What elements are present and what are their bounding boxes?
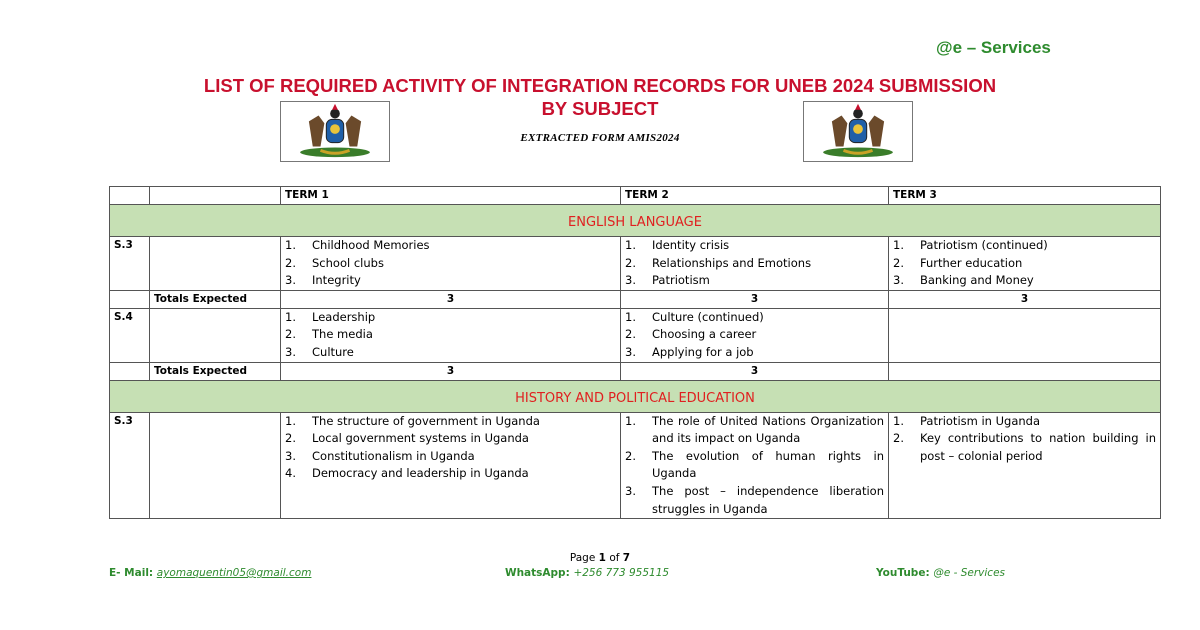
- topics-cell: [281, 308, 621, 362]
- list-item: 4. Democracy and leadership in Uganda: [285, 466, 529, 481]
- list-item: 1. The role of United Nations Organization and its impact on Uganda: [625, 413, 884, 446]
- table-row: [110, 308, 1161, 362]
- table-row: [110, 412, 1161, 519]
- coat-of-arms-icon: [804, 102, 912, 161]
- class-label: S.3: [110, 412, 150, 519]
- youtube-handle: @e - Services: [933, 567, 1006, 579]
- footer-youtube: [876, 567, 1005, 579]
- email-link[interactable]: ayomaquentin05@gmail.com: [156, 567, 312, 579]
- brand-name: @e – Services: [936, 38, 1051, 57]
- list-item: 3. Patriotism: [625, 273, 710, 288]
- topics-cell: [889, 237, 1161, 291]
- blank-cell: [110, 290, 150, 308]
- section-title-english: ENGLISH LANGUAGE: [110, 205, 1161, 237]
- section-row-history: [110, 380, 1161, 412]
- list-item: 1. Patriotism in Uganda: [893, 413, 1041, 428]
- totals-label: Totals Expected: [150, 290, 281, 308]
- topics-cell: [281, 237, 621, 291]
- records-table: [109, 186, 1161, 519]
- list-item: 1. The structure of government in Uganda: [285, 413, 540, 428]
- blank-cell: [889, 362, 1161, 380]
- class-label: S.4: [110, 308, 150, 362]
- list-item: 3. Banking and Money: [893, 273, 1034, 288]
- list-item: 3. The post – independence liberation struggles in Uganda: [625, 483, 884, 516]
- section-title-history: HISTORY AND POLITICAL EDUCATION: [110, 380, 1161, 412]
- topics-cell: [621, 412, 889, 519]
- blank-cell: [150, 412, 281, 519]
- page-number: Page 1 of 7: [569, 552, 631, 564]
- email-label: E- Mail:: [109, 567, 154, 579]
- total-value: 3: [889, 290, 1161, 308]
- topics-cell: [621, 308, 889, 362]
- blank-cell: [150, 237, 281, 291]
- header-term-1: TERM 1: [281, 187, 621, 205]
- list-item: 1. Culture (continued): [625, 309, 764, 324]
- total-value: 3: [281, 362, 621, 380]
- list-item: 3. Constitutionalism in Uganda: [285, 448, 475, 463]
- list-item: 1. Childhood Memories: [285, 238, 430, 252]
- list-item: 2. Choosing a career: [625, 327, 757, 342]
- list-item: 1. Leadership: [285, 309, 376, 324]
- table-row: [110, 237, 1161, 291]
- list-item: 2. Further education: [893, 255, 1023, 270]
- blank-cell: [110, 362, 150, 380]
- footer-whatsapp: [505, 567, 669, 579]
- list-item: 1. Identity crisis: [625, 238, 730, 252]
- total-value: 3: [281, 290, 621, 308]
- topics-cell: [889, 412, 1161, 519]
- coat-of-arms-left: [280, 101, 390, 162]
- coat-of-arms-icon: [281, 102, 389, 161]
- blank-cell: [889, 308, 1161, 362]
- title-line-2: BY SUBJECT: [541, 98, 659, 119]
- totals-row: [110, 290, 1161, 308]
- total-value: 3: [621, 362, 889, 380]
- topics-cell: [281, 412, 621, 519]
- list-item: 2. Relationships and Emotions: [625, 255, 812, 270]
- section-row-english: [110, 205, 1161, 237]
- footer-email: [109, 567, 311, 579]
- title-line-1: LIST OF REQUIRED ACTIVITY OF INTEGRATION RECORDS FOR UNEB 2024 SUBMISSION: [203, 75, 997, 96]
- class-label: S.3: [110, 237, 150, 291]
- blank-cell: [150, 308, 281, 362]
- list-item: 2. Key contributions to nation building in post – colonial period: [893, 431, 1156, 463]
- header-term-3: TERM 3: [889, 187, 1161, 205]
- document-subtitle: EXTRACTED FORM AMIS2024: [520, 132, 680, 144]
- list-item: 1. Patriotism (continued): [893, 238, 1048, 252]
- list-item: 3. Integrity: [285, 273, 361, 288]
- topics-cell: [621, 237, 889, 291]
- totals-label: Totals Expected: [150, 362, 281, 380]
- list-item: 2. Local government systems in Uganda: [285, 431, 529, 446]
- totals-row: [110, 362, 1161, 380]
- youtube-label: YouTube:: [876, 567, 930, 579]
- header-blank: [150, 187, 281, 205]
- header-blank: [110, 187, 150, 205]
- coat-of-arms-right: [803, 101, 913, 162]
- list-item: 3. Applying for a job: [625, 344, 754, 359]
- whatsapp-label: WhatsApp:: [505, 567, 570, 579]
- list-item: 2. School clubs: [285, 255, 384, 270]
- list-item: 3. Culture: [285, 344, 354, 359]
- whatsapp-number: +256 773 955115: [573, 567, 670, 579]
- document-title: [60, 74, 1140, 120]
- total-value: 3: [621, 290, 889, 308]
- table-header-row: [110, 187, 1161, 205]
- list-item: 2. The evolution of human rights in Uganda: [625, 448, 884, 481]
- header-term-2: TERM 2: [621, 187, 889, 205]
- list-item: 2. The media: [285, 327, 373, 342]
